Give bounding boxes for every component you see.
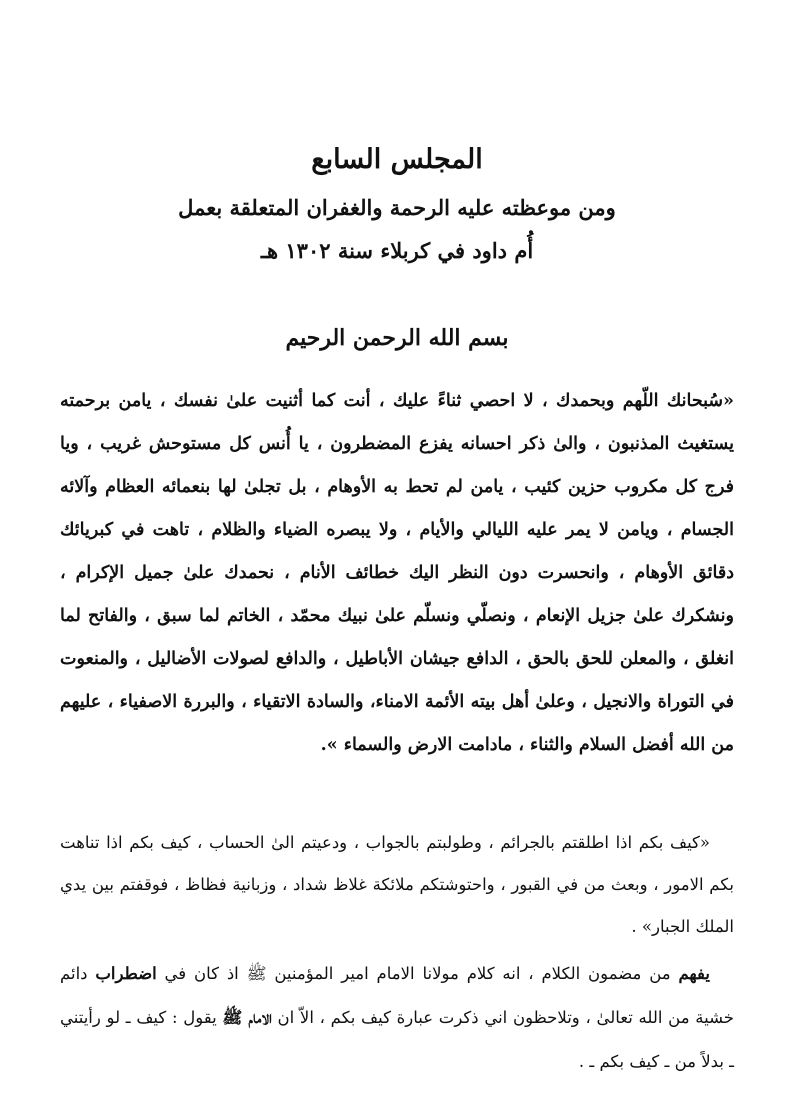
commentary-text-3: يقول : كيف ـ لو رأيتني ـ بدلاً من ـ كيف بكم ـ . xyxy=(60,1008,734,1071)
section-title: المجلس السابع xyxy=(311,144,483,175)
commentary-text-2: دائم خشية من الله تعالىٰ ، وتلاحظون اني ذكرت عبارة كيف بكم ، الاّ ان xyxy=(60,964,734,1027)
subtitle-line-1: ومن موعظته عليه الرحمة والغفران المتعلقة بعمل xyxy=(178,195,616,220)
commentary-emphasis-1: اضطراب xyxy=(95,964,157,983)
basmala: بسم الله الرحمن الرحيم xyxy=(285,325,509,351)
quote-paragraph: «كيف بكم اذا اطلقتم بالجرائم ، وطولبتم بالجواب ، ودعيتم الىٰ الحساب ، كيف بكم اذا تناهت بكم الامور ، وبعث من في القبور ، واحتوشتكم ملائكة غلاظ شداد ، وزبانية فظاظ ، فوقفتم بين يدي الملك الجبار» . xyxy=(60,833,734,936)
opening-prayer-paragraph: «سُبحانك اللّهم وبحمدك ، لا احصي ثناءً عليك ، أنت كما أثنيت علىٰ نفسك ، يامن برحمته يستغيث المذنبون ، والىٰ ذكر احسانه يفزع المضطرون ، يا أُنس كل مستوحش غريب ، ويا فرج كل مكروب حزين كئيب ، يامن لم تحط به الأوهام ، بل تجلىٰ لها بنعمائه العظام وآلائه الجسام ، ويامن لا يمر عليه الليالي والأيام ، ولا يبصره الضياء والظلام ، تاهت في كبريائك دقائق الأوهام ، وانحسرت دون النظر اليك خطائف الأنام ، نحمدك علىٰ جميل الإكرام ، ونشكرك علىٰ جزيل الإنعام ، ونصلّي ونسلّم علىٰ نبيك محمّد ، الخاتم لما سبق ، والفاتح لما انغلق ، والمعلن للحق بالحق ، الدافع جيشان الأباطيل ، والدافع لصولات الأضاليل ، والمنعوت في التوراة والانجيل ، وعلىٰ أهل بيته الأئمة الامناء، والسادة الاتقياء ، والبررة الاصفياء ، عليهم من الله أفضل السلام والثناء ، مادامت الارض والسماء ». xyxy=(60,391,734,755)
commentary-lead-word: يفهم xyxy=(678,964,710,983)
commentary-paragraph xyxy=(60,952,734,1084)
document-page xyxy=(60,0,734,1118)
commentary-emphasis-2: الامام ﷺ xyxy=(222,1008,272,1027)
commentary-text-1: من مضمون الكلام ، انه كلام مولانا الامام امير المؤمنين ﷺ اذ كان في xyxy=(156,964,679,983)
subtitle-line-2: أُم داود في كربلاء سنة ١٣٠٢ هـ xyxy=(260,238,534,263)
